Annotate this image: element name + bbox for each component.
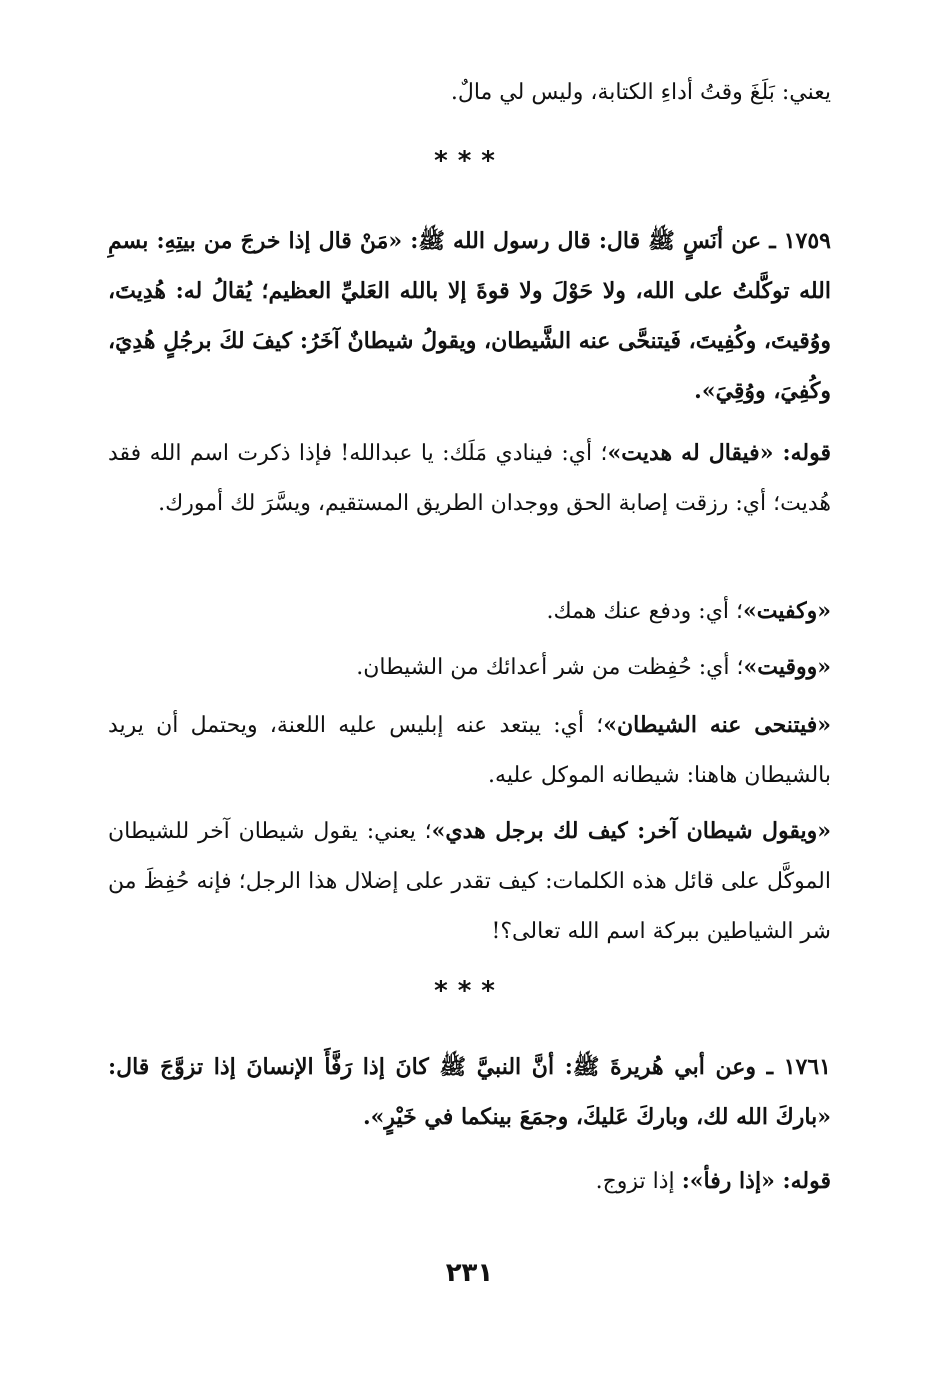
commentary-paragraph <box>108 428 831 529</box>
commentary-text: ؛ أي: فينادي مَلَك: يا عبدالله! فإذا ذكرت اسم الله فقد هُديت؛ أي: رزقت إصابة الحق ووجدان الطريق المستقيم، ويسَّرَ لك أمورك. <box>108 441 831 516</box>
commentary-text: ؛ يعني: يقول شيطان آخر للشيطان الموكَّل على قائل هذه الكلمات: كيف تقدر على إضلال هذا الرجل؛ فإنه حُفِظَ من شر الشياطين ببركة اسم الله تعالى؟! <box>108 819 831 944</box>
hadith-1761 <box>108 1042 831 1142</box>
commentary-5 <box>108 806 831 957</box>
commentary-4 <box>108 700 831 801</box>
hadith-1759-text: «مَنْ قال إذا خرجَ من بيتِهِ: بسمِ الله توكَّلتُ على الله، ولا حَوْلَ ولا قوةَ إلا بالله العَليِّ العظيم؛ يُقالُ له: هُدِيتَ، ووُقيتَ، وكُفِيتَ، فَيتنحَّى عنه الشَّيطان، ويقولُ شيطانٌ آخَرُ: كيفَ لكَ برجُلٍ هُدِيَ، وكُفِيَ، ووُقِيَ». <box>108 228 831 404</box>
hadith-1759-paragraph <box>108 216 831 416</box>
commentary-paragraph <box>108 1156 831 1207</box>
commentary-text: إذا تزوج. <box>595 1169 675 1194</box>
hadith-1759 <box>108 216 831 416</box>
commentary-quote: «ووقيت» <box>743 654 831 680</box>
commentary-1 <box>108 428 831 529</box>
hadith-1761-number: ١٧٦١ ـ وعن أبي هُريرةَ ﷺ: أنَّ النبيَّ ﷺ <box>439 1054 831 1080</box>
intro-line: يعني: بَلَغَ وقتُ أداءِ الكتابة، وليس لي مالٌ. <box>450 80 831 105</box>
commentary-paragraph <box>108 700 831 801</box>
commentary-paragraph <box>108 642 831 693</box>
commentary-text: ؛ أي: حُفِظت من شر أعدائك من الشيطان. <box>356 655 744 680</box>
commentary-quote: «ويقول شيطان آخر: كيف لك برجل هدي» <box>431 818 832 844</box>
hadith-1759-number: ١٧٥٩ ـ عن أنَسٍ ﷺ قال: قال رسول الله ﷺ: <box>410 228 831 254</box>
hadith-1761-paragraph <box>108 1042 831 1142</box>
commentary-quote: قوله: «إذا رفأ»: <box>681 1168 831 1194</box>
hadith-1761-text: كانَ إذا رَفَّأَ الإنسانَ إذا تزوَّجَ قال: «باركَ الله لك، وباركَ عَليكَ، وجمَعَ بينكما في خَيْرٍ». <box>108 1054 831 1130</box>
commentary-paragraph <box>108 586 831 637</box>
intro-paragraph <box>108 68 831 118</box>
section-divider: *** <box>434 976 505 1006</box>
commentary-text: ؛ أي: يبتعد عنه إبليس عليه اللعنة، ويحتمل أن يريد بالشيطان هاهنا: شيطانه الموكل عليه. <box>108 713 831 788</box>
page-number: ٢٣١ <box>445 1258 494 1288</box>
commentary-quote: «وكفيت» <box>743 598 831 624</box>
commentary-2 <box>108 586 831 637</box>
commentary-quote: «فيتنحى عنه الشيطان» <box>603 712 831 738</box>
commentary-3 <box>108 642 831 693</box>
commentary-quote: قوله: «فيقال له هديت» <box>607 440 831 466</box>
section-divider: *** <box>434 146 505 176</box>
commentary-text: ؛ أي: ودفع عنك همك. <box>546 599 744 624</box>
commentary-6 <box>108 1156 831 1207</box>
commentary-paragraph <box>108 806 831 957</box>
